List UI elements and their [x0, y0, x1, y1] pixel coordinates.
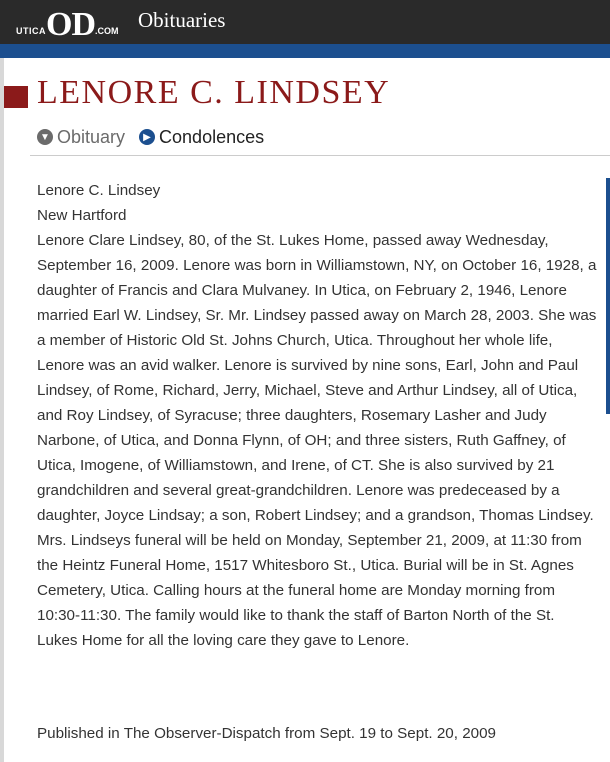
right-edge-mark: [606, 178, 610, 414]
header-accent-strip: [0, 44, 610, 58]
obituary-content: [37, 178, 597, 653]
section-title[interactable]: Obituaries: [138, 8, 226, 32]
site-logo[interactable]: [16, 4, 119, 42]
logo-suffix: .COM: [95, 26, 119, 36]
left-divider: [0, 58, 4, 762]
deceased-location: New Hartford: [37, 207, 127, 224]
logo-prefix: UTICA: [16, 26, 46, 36]
title-marker: [4, 86, 28, 108]
obituary-tabs: [37, 126, 278, 148]
site-header: [0, 0, 610, 44]
tab-obituary-label: Obituary: [57, 126, 126, 147]
chevron-right-icon: ▶: [139, 129, 155, 145]
page-title: LENORE C. LINDSEY: [37, 74, 391, 111]
obituary-body: Lenore Clare Lindsey, 80, of the St. Lukes Home, passed away Wednesday, September 16, 2009. Lenore was born in Williamstown, NY, on October 16, 1928, a daughter of Francis and Clara Mulvaney. In Utica, on February 2, 1946, Lenore married Earl W. Lindsey, Sr. Mr. Lindsey passed away on March 28, 2003. She was a member of Historic Old St. Johns Church, Utica. Throughout her whole life, Lenore was an avid walker. Lenore is survived by nine sons, Earl, John and Paul Lindsey, of Rome, Richard, Jerry, Michael, Steve and Arthur Lindsey, all of Utica, and Roy Lindsey, of Syracuse; three daughters, Rosemary Lasher and Judy Narbone, of Utica, and Donna Flynn, of OH; and three sisters, Ruth Gaffney, of Utica, Imogene, of Williamstown, and Irene, of CT. She is also survived by 21 grandchildren and several great-grandchildren. Lenore was predeceased by a daughter, Joyce Lindsay; a son, Robert Lindsey; and a grandson, Thomas Lindsey. Mrs. Lindseys funeral will be held on Monday, September 21, 2009, at 11:30 from the Heintz Funeral Home, 1517 Whitesboro St., Utica. Burial will be in St. Agnes Cemetery, Utica. Calling hours at the funeral home are Monday morning from 10:30-11:30. The family would like to thank the staff of Barton North of the St. Lukes Home for all the loving care they gave to Lenore.: [37, 232, 597, 649]
chevron-down-icon: ▼: [37, 129, 53, 145]
tab-obituary[interactable]: [37, 127, 125, 148]
deceased-name: Lenore C. Lindsey: [37, 182, 161, 199]
tab-condolences[interactable]: [139, 127, 264, 148]
logo-main: OD: [46, 6, 95, 43]
publication-note: Published in The Observer-Dispatch from Sept. 19 to Sept. 20, 2009: [37, 725, 496, 742]
tabs-divider: [30, 155, 610, 156]
tab-condolences-label: Condolences: [159, 126, 265, 147]
